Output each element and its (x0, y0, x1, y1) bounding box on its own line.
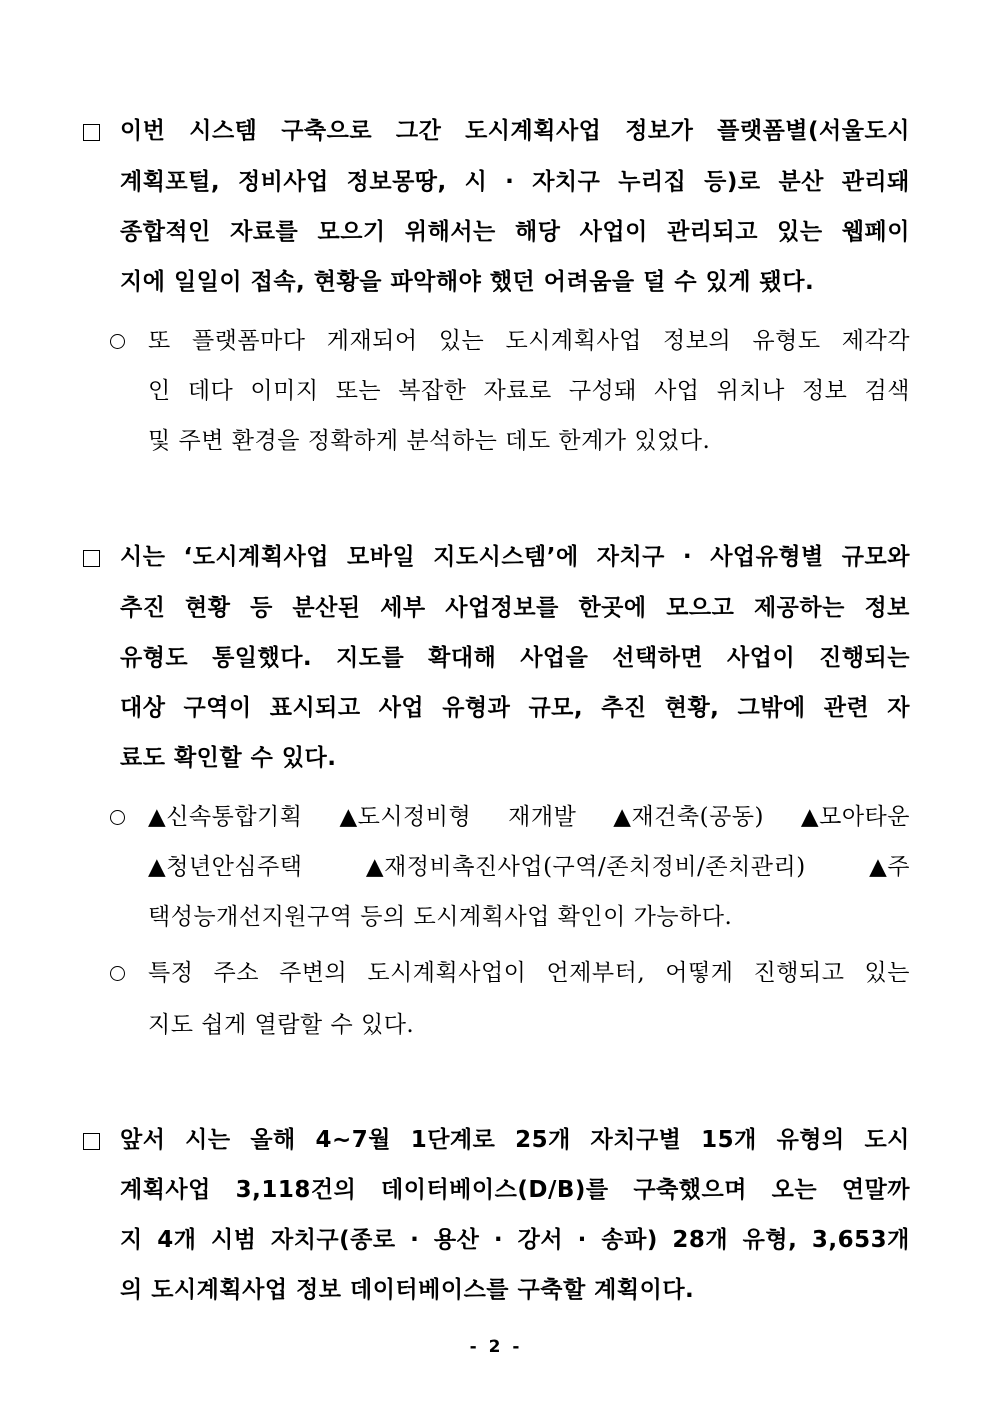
circle-bullet-icon (110, 334, 125, 349)
section-1-bullet-1-line-2: 인 데다 이미지 또는 복잡한 자료로 구성돼 사업 위치나 정보 검색 (148, 378, 910, 404)
section-2-line-4: 대상 구역이 표시되고 사업 유형과 규모, 추진 현황, 그밖에 관련 자 (120, 695, 910, 721)
section-1-bullet-1-line-3: 및 주변 환경을 정확하게 분석하는 데도 한계가 있었다. (148, 428, 711, 454)
square-bullet-icon (83, 1133, 100, 1150)
section-2-bullet-1-line-3: 택성능개선지원구역 등의 도시계획사업 확인이 가능하다. (148, 904, 733, 930)
section-2-line-1: 시는 ‘도시계획사업 모바일 지도시스템’에 자치구 · 사업유형별 규모와 (120, 544, 910, 570)
section-2-line-2: 추진 현황 등 분산된 세부 사업정보를 한곳에 모으고 제공하는 정보 (120, 595, 910, 621)
section-2-bullet-2-line-1: 특정 주소 주변의 도시계획사업이 언제부터, 어떻게 진행되고 있는 (148, 960, 910, 986)
section-2-bullet-1-line-1: ▲신속통합기획 ▲도시정비형 재개발 ▲재건축(공동) ▲모아타운 (148, 804, 910, 830)
section-1-line-3: 종합적인 자료를 모으기 위해서는 해당 사업이 관리되고 있는 웹페이 (120, 219, 910, 245)
square-bullet-icon (83, 124, 100, 141)
section-3-line-1: 앞서 시는 올해 4~7월 1단계로 25개 자치구별 15개 유형의 도시 (120, 1127, 910, 1153)
section-2-line-3: 유형도 통일했다. 지도를 확대해 사업을 선택하면 사업이 진행되는 (120, 645, 910, 671)
page-number: - 2 - (469, 1337, 523, 1357)
circle-bullet-icon (110, 966, 125, 981)
square-bullet-icon (83, 550, 100, 567)
section-2-bullet-2-line-2: 지도 쉽게 열람할 수 있다. (148, 1012, 415, 1038)
section-2-bullet-1-line-2: ▲청년안심주택 ▲재정비촉진사업(구역/존치정비/존치관리) ▲주 (148, 854, 910, 880)
section-1-line-4: 지에 일일이 접속, 현황을 파악해야 했던 어려움을 덜 수 있게 됐다. (120, 269, 815, 295)
section-1-line-2: 계획포털, 정비사업 정보몽땅, 시 · 자치구 누리집 등)로 분산 관리돼 (120, 169, 910, 195)
circle-bullet-icon (110, 810, 125, 825)
section-1-bullet-1-line-1: 또 플랫폼마다 게재되어 있는 도시계획사업 정보의 유형도 제각각 (148, 328, 910, 354)
section-3-line-2: 계획사업 3,118건의 데이터베이스(D/B)를 구축했으며 오는 연말까 (120, 1177, 910, 1203)
section-3-line-3: 지 4개 시범 자치구(종로 · 용산 · 강서 · 송파) 28개 유형, 3,653개 (120, 1227, 910, 1253)
section-2-line-5: 료도 확인할 수 있다. (120, 745, 337, 771)
section-1-line-1: 이번 시스템 구축으로 그간 도시계획사업 정보가 플랫폼별(서울도시 (120, 118, 910, 144)
section-3-line-4: 의 도시계획사업 정보 데이터베이스를 구축할 계획이다. (120, 1277, 695, 1303)
